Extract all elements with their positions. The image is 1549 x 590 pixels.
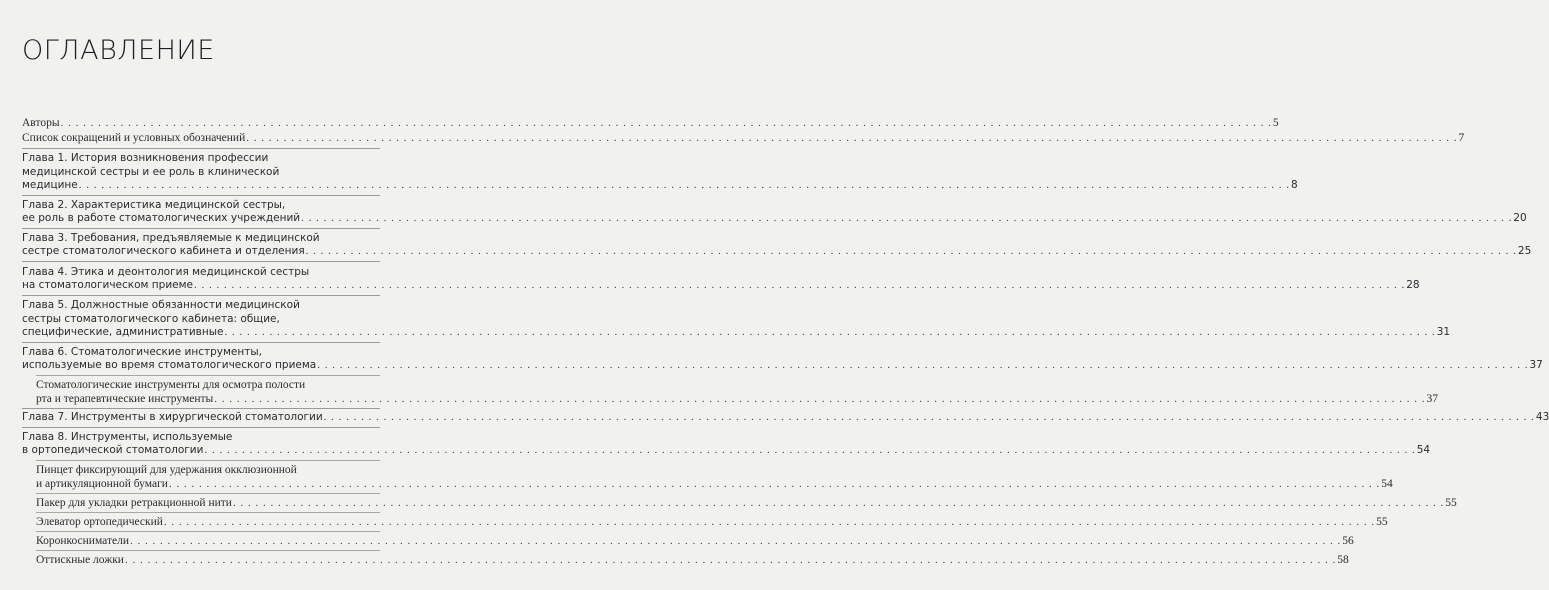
- toc-entry-title: Глава 8. Инструменты, используемые: [22, 431, 233, 443]
- toc-entry-chapter-4[interactable]: [22, 265, 380, 279]
- toc-entry-title: медицине: [22, 179, 78, 191]
- toc-entry-title: специфические, административные: [22, 326, 224, 338]
- toc-entry-title: сестры стоматологического кабинета: общие,: [22, 313, 280, 325]
- toc-entry-title: Список сокращений и условных обозначений: [22, 132, 246, 144]
- toc-entry-abbreviations[interactable]: [22, 131, 1465, 145]
- toc-entry-section-6-1-last: [36, 392, 1439, 406]
- toc-entry-chapter-3-last: [22, 244, 1532, 258]
- toc-entry-chapter-6[interactable]: [22, 345, 380, 359]
- toc-entry-section-6-1[interactable]: [36, 378, 380, 392]
- divider: [36, 375, 380, 376]
- toc-entry-title: рта и терапевтические инструменты: [36, 393, 214, 405]
- divider: [36, 512, 380, 513]
- toc-entry-title: Элеватор ортопедический: [36, 516, 163, 528]
- leader-dots: [324, 410, 1535, 424]
- toc-entry-chapter-1[interactable]: [22, 151, 380, 165]
- toc-entry-title: Глава 5. Должностные обязанности медицинской: [22, 299, 300, 311]
- toc-entry-chapter-1-last: [22, 178, 1298, 192]
- toc-page-number: 8: [1291, 179, 1298, 191]
- toc-entry-chapter-1-cont: [22, 165, 380, 179]
- toc-entry-section-8-2[interactable]: [36, 496, 1457, 510]
- toc-page-number: 55: [1445, 497, 1457, 509]
- toc-entry-chapter-4-last: [22, 278, 1420, 292]
- toc-page-number: 7: [1458, 132, 1465, 144]
- divider: [36, 493, 380, 494]
- leader-dots: [246, 131, 1457, 145]
- toc-page-number: 20: [1513, 212, 1527, 224]
- toc-page-number: 37: [1426, 393, 1439, 405]
- divider: [22, 261, 380, 262]
- divider: [36, 531, 380, 532]
- divider: [22, 295, 380, 296]
- toc-page-number: 37: [1529, 359, 1543, 371]
- toc-entry-chapter-5-last: [22, 325, 1451, 339]
- leader-dots: [233, 496, 1444, 510]
- toc-entry-title: Пинцет фиксирующий для удержания окклюзионной: [36, 464, 297, 476]
- divider: [22, 228, 380, 229]
- page-title: ОГЛАВЛЕНИЕ: [22, 35, 215, 66]
- toc-entry-chapter-2[interactable]: [22, 198, 380, 212]
- leader-dots: [61, 116, 1272, 130]
- toc-entry-title: на стоматологическом приеме: [22, 279, 193, 291]
- toc-page-number: 54: [1416, 444, 1431, 456]
- toc-page-number: 31: [1436, 326, 1451, 338]
- leader-dots: [79, 178, 1290, 192]
- toc-entry-chapter-8-last: [22, 443, 1431, 457]
- divider: [36, 550, 380, 551]
- toc-entry-chapter-7[interactable]: [22, 410, 1549, 424]
- leader-dots: [204, 443, 1415, 457]
- toc-entry-title: Коронкосниматели: [36, 535, 129, 547]
- toc-entry-title: Глава 7. Инструменты в хирургической стоматологии: [22, 411, 323, 423]
- toc-entry-title: Оттискные ложки: [36, 554, 124, 566]
- toc-entry-title: Пакер для укладки ретракционной нити: [36, 497, 232, 509]
- leader-dots: [169, 477, 1380, 491]
- leader-dots: [306, 244, 1517, 258]
- toc-entry-chapter-6-last: [22, 358, 1543, 372]
- leader-dots: [194, 278, 1405, 292]
- divider: [22, 342, 380, 343]
- toc-entry-title: Авторы: [22, 117, 60, 129]
- leader-dots: [164, 515, 1375, 529]
- toc-page-number: 56: [1342, 535, 1354, 547]
- toc-entry-title: и артикуляционной бумаги: [36, 478, 168, 490]
- toc-page-number: 25: [1517, 245, 1532, 257]
- toc-page-number: 58: [1337, 554, 1349, 566]
- toc-entry-title: сестре стоматологического кабинета и отделения: [22, 245, 305, 257]
- toc-page-number: 55: [1376, 516, 1388, 528]
- leader-dots: [224, 325, 1435, 339]
- leader-dots: [317, 358, 1528, 372]
- leader-dots: [301, 211, 1512, 225]
- divider: [22, 427, 380, 428]
- toc-entry-chapter-8[interactable]: [22, 430, 380, 444]
- toc-entry-title: Глава 2. Характеристика медицинской сестры,: [22, 199, 286, 211]
- toc-entry-section-8-1-last: [36, 477, 1393, 491]
- toc-entry-title: Глава 3. Требования, предъявляемые к медицинской: [22, 232, 320, 244]
- toc-entry-section-8-3[interactable]: [36, 515, 1388, 529]
- leader-dots: [214, 392, 1425, 406]
- toc-entry-title: Глава 6. Стоматологические инструменты,: [22, 346, 262, 358]
- toc-entry-section-8-1[interactable]: [36, 463, 380, 477]
- divider: [22, 408, 380, 409]
- toc-entry-title: ее роль в работе стоматологических учреждений: [22, 212, 301, 224]
- toc-entry-authors[interactable]: [22, 116, 1279, 130]
- toc-page-number: 5: [1272, 117, 1279, 129]
- divider: [22, 195, 380, 196]
- toc-entry-section-8-4[interactable]: [36, 534, 1354, 548]
- leader-dots: [125, 553, 1336, 567]
- toc-page-number: 43: [1535, 411, 1549, 423]
- toc-page-number: 28: [1406, 279, 1420, 291]
- divider: [36, 460, 380, 461]
- divider: [22, 148, 380, 149]
- toc-entry-chapter-5[interactable]: [22, 298, 380, 312]
- toc-entry-title: в ортопедической стоматологии: [22, 444, 204, 456]
- toc-entry-title: Стоматологические инструменты для осмотра полости: [36, 379, 306, 391]
- toc-entry-title: Глава 1. История возникновения профессии: [22, 152, 269, 164]
- toc-entry-chapter-3[interactable]: [22, 231, 380, 245]
- toc-entry-title: Глава 4. Этика и деонтология медицинской сестры: [22, 266, 310, 278]
- toc-entry-chapter-5-cont: [22, 312, 380, 326]
- leader-dots: [130, 534, 1341, 548]
- toc-entry-section-8-5[interactable]: [36, 553, 1349, 567]
- toc-entry-chapter-2-last: [22, 211, 1527, 225]
- toc-entry-title: медицинской сестры и ее роль в клинической: [22, 166, 280, 178]
- toc-entry-title: используемые во время стоматологического приема: [22, 359, 317, 371]
- toc-page-number: 54: [1381, 478, 1393, 490]
